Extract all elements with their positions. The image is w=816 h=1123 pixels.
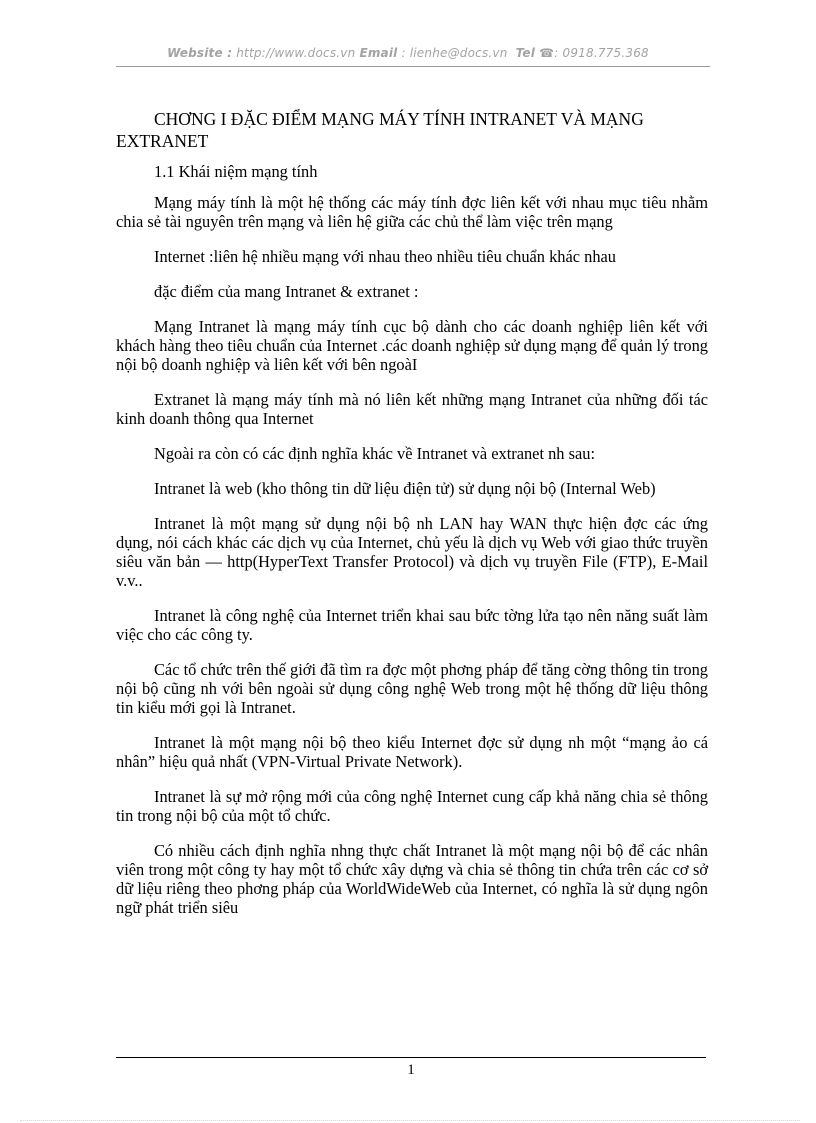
paragraph: Internet :liên hệ nhiều mạng với nhau theo nhiều tiêu chuẩn khác nhau <box>154 247 616 266</box>
paragraph: Các tổ chức trên thế giới đã tìm ra đợc một phơng pháp để tăng cờng thông tin trong nội bộ cũng nh với bên ngoài sử dụng công nghệ Web trong một hệ thống dữ liệu thông tin kiểu mới gọi là Intranet. <box>116 660 708 717</box>
email-label: Email <box>359 46 398 60</box>
paragraph: Mạng máy tính là một hệ thống các máy tính đợc liên kết với nhau mục tiêu nhằm chia sẻ tài nguyên trên mạng và liên hệ giữa các chủ thể làm việc trên mạng <box>116 193 708 231</box>
paragraph: Extranet là mạng máy tính mà nó liên kết những mạng Intranet của những đối tác kinh doanh thông qua Internet <box>116 390 708 428</box>
website-label: Website : <box>167 46 233 60</box>
paragraph: Có nhiều cách định nghĩa nhng thực chất Intranet là một mạng nội bộ để các nhân viên trong một công ty hay một tổ chức xây dựng và chia sẻ thông tin chứa trên các cơ sở dữ liệu riêng theo phơng pháp của WorldWideWeb của Internet, có nghĩa là sử dụng ngôn ngữ phát triển siêu <box>116 841 708 917</box>
header-divider <box>116 66 710 67</box>
paragraph: Ngoài ra còn có các định nghĩa khác về Intranet và extranet nh sau: <box>154 444 595 463</box>
paragraph: Intranet là sự mở rộng mới của công nghệ Internet cung cấp khả năng chia sẻ thông tin trong nội bộ của một tổ chức. <box>116 787 708 825</box>
tel-label: Tel <box>515 46 536 60</box>
paragraph: Intranet là công nghệ của Internet triển khai sau bức tờng lửa tạo nên năng suất làm việc cho các công ty. <box>116 606 708 644</box>
paragraph: Intranet là một mạng sử dụng nội bộ nh LAN hay WAN thực hiện đợc các ứng dụng, nói cách khác các dịch vụ của Internet, chủ yếu là dịch vụ Web với giao thức truyền siêu văn bản — http(HyperText Transfer Protocol) và dịch vụ truyền File (FTP), E-Mail v.v.. <box>116 514 708 590</box>
website-url[interactable]: http://www.docs.vn <box>236 46 356 60</box>
section-title: 1.1 Khái niệm mạng tính <box>154 162 318 181</box>
page-number: 1 <box>407 1062 415 1078</box>
email-value[interactable]: : lienhe@docs.vn <box>401 46 508 60</box>
paragraph: Intranet là web (kho thông tin dữ liệu điện tử) sử dụng nội bộ (Internal Web) <box>154 479 656 498</box>
paragraph: Mạng Intranet là mạng máy tính cục bộ dành cho các doanh nghiệp liên kết với khách hàng theo tiêu chuẩn của Internet .các doanh nghiệp sử dụng mạng để quản lý trong nội bộ doanh nghiệp và liên kết với bên ngoàI <box>116 317 708 374</box>
phone-icon: ☎ <box>539 46 555 60</box>
page-edge <box>20 1120 800 1121</box>
page-header <box>0 46 816 60</box>
chapter-title: CHƠNG I ĐẶC ĐIỂM MẠNG MÁY TÍNH INTRANET VÀ MẠNG EXTRANET <box>116 109 644 151</box>
tel-value: : 0918.775.368 <box>554 46 649 60</box>
paragraph: Intranet là một mạng nội bộ theo kiểu Internet đợc sử dụng nh một “mạng ảo cá nhân” hiệu quả nhất (VPN-Virtual Private Network). <box>116 733 708 771</box>
document-body <box>116 108 708 933</box>
footer-divider <box>116 1057 706 1058</box>
paragraph: đặc điểm của mang Intranet & extranet : <box>154 282 419 301</box>
